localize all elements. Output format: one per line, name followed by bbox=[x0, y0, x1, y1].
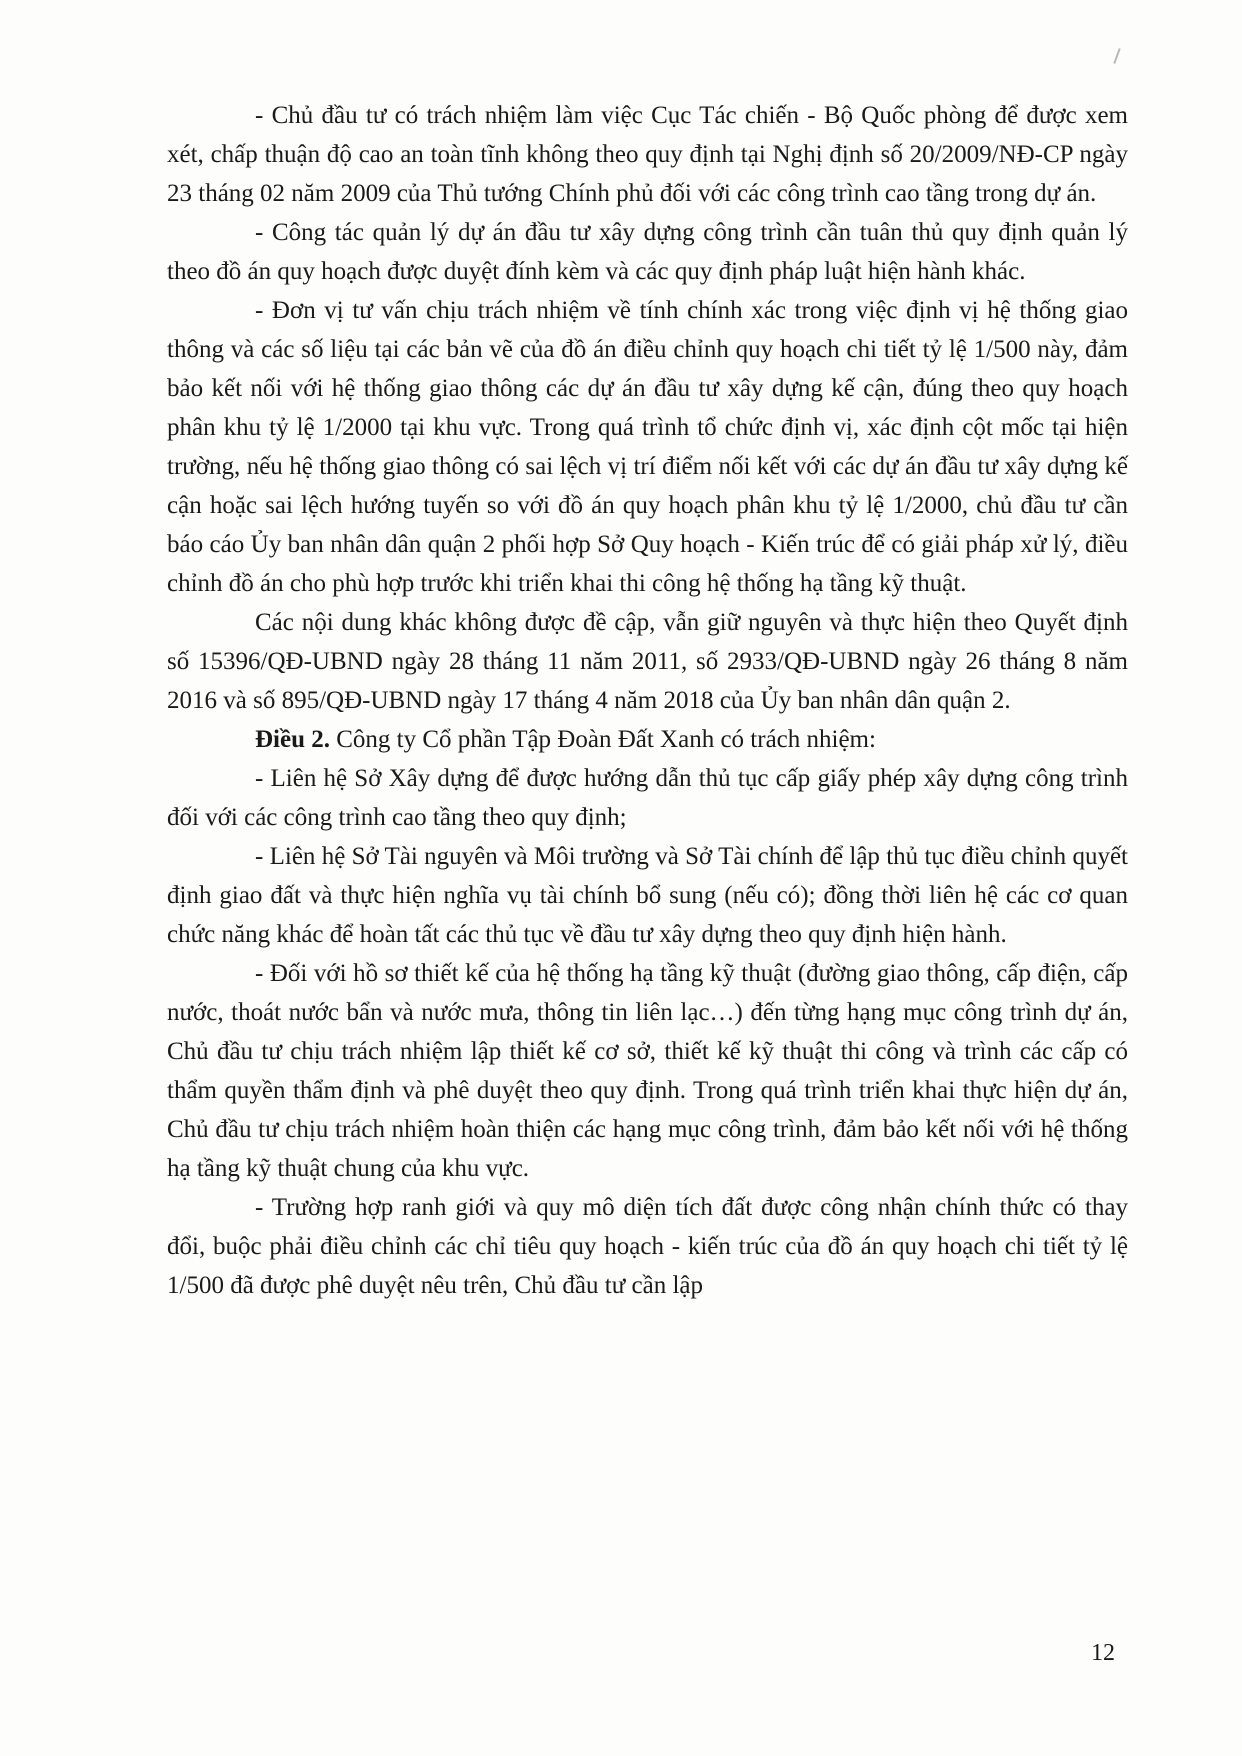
paragraph-consultant-responsibility: - Đơn vị tư vấn chịu trách nhiệm về tính chính xác trong việc định vị hệ thống giao thông và các số liệu tại các bản vẽ của đồ án điều chỉnh quy hoạch chi tiết tỷ lệ 1/500 này, đảm bảo kết nối với hệ thống giao thông các dự án đầu tư xây dựng kế cận, đúng theo quy hoạch phân khu tỷ lệ 1/2000 tại khu vực. Trong quá trình tổ chức định vị, xác định cột mốc tại hiện trường, nếu hệ thống giao thông có sai lệch vị trí điểm nối kết với các dự án đầu tư xây dựng kế cận hoặc sai lệch hướng tuyến so với đồ án quy hoạch phân khu tỷ lệ 1/2000, chủ đầu tư cần báo cáo Ủy ban nhân dân quận 2 phối hợp Sở Quy hoạch - Kiến trúc để có giải pháp xử lý, điều chỉnh đồ án cho phù hợp trước khi triển khai thi công hệ thống hạ tầng kỹ thuật. bbox=[167, 297, 1128, 597]
article-2-heading-line bbox=[167, 720, 1128, 759]
paragraph-other-contents: Các nội dung khác không được đề cập, vẫn giữ nguyên và thực hiện theo Quyết định số 15396/QĐ-UBND ngày 28 tháng 11 năm 2011, số 2933/QĐ-UBND ngày 26 tháng 8 năm 2016 và số 895/QĐ-UBND ngày 17 tháng 4 năm 2018 của Ủy ban nhân dân quận 2. bbox=[167, 609, 1128, 714]
article-2-item-infrastructure-design: - Đối với hồ sơ thiết kế của hệ thống hạ tầng kỹ thuật (đường giao thông, cấp điện, cấp nước, thoát nước bẩn và nước mưa, thông tin liên lạc…) đến từng hạng mục công trình dự án, Chủ đầu tư chịu trách nhiệm lập thiết kế cơ sở, thiết kế kỹ thuật thi công và trình các cấp có thẩm quyền thẩm định và phê duyệt theo quy định. Trong quá trình triển khai thực hiện dự án, Chủ đầu tư chịu trách nhiệm hoàn thiện các hạng mục công trình, đảm bảo kết nối với hệ thống hạ tầng kỹ thuật chung của khu vực. bbox=[167, 960, 1128, 1182]
page-number: 12 bbox=[1091, 1640, 1115, 1666]
paragraph-project-management: - Công tác quản lý dự án đầu tư xây dựng công trình cần tuân thủ quy định quản lý theo đồ án quy hoạch được duyệt đính kèm và các quy định pháp luật hiện hành khác. bbox=[167, 219, 1128, 285]
article-2-item-boundary-change: - Trường hợp ranh giới và quy mô diện tích đất được công nhận chính thức có thay đổi, buộc phải điều chỉnh các chỉ tiêu quy hoạch - kiến trúc của đồ án quy hoạch chi tiết tỷ lệ 1/500 đã được phê duyệt nêu trên, Chủ đầu tư cần lập bbox=[167, 1194, 1128, 1299]
scan-speck bbox=[1113, 48, 1120, 64]
article-2-intro: Công ty Cổ phần Tập Đoàn Đất Xanh có trách nhiệm: bbox=[330, 726, 876, 753]
article-2-heading: Điều 2. bbox=[255, 726, 330, 753]
article-2-item-construction-permit: - Liên hệ Sở Xây dựng để được hướng dẫn thủ tục cấp giấy phép xây dựng công trình đối với các công trình cao tầng theo quy định; bbox=[167, 765, 1128, 831]
article-2-item-land-allocation: - Liên hệ Sở Tài nguyên và Môi trường và Sở Tài chính để lập thủ tục điều chỉnh quyết định giao đất và thực hiện nghĩa vụ tài chính bổ sung (nếu có); đồng thời liên hệ các cơ quan chức năng khác để hoàn tất các thủ tục về đầu tư xây dựng theo quy định hiện hành. bbox=[167, 843, 1128, 948]
paragraph-investor-obligation: - Chủ đầu tư có trách nhiệm làm việc Cục Tác chiến - Bộ Quốc phòng để được xem xét, chấp thuận độ cao an toàn tĩnh không theo quy định tại Nghị định số 20/2009/NĐ-CP ngày 23 tháng 02 năm 2009 của Thủ tướng Chính phủ đối với các công trình cao tầng trong dự án. bbox=[167, 102, 1128, 207]
document-body bbox=[167, 96, 1128, 1305]
